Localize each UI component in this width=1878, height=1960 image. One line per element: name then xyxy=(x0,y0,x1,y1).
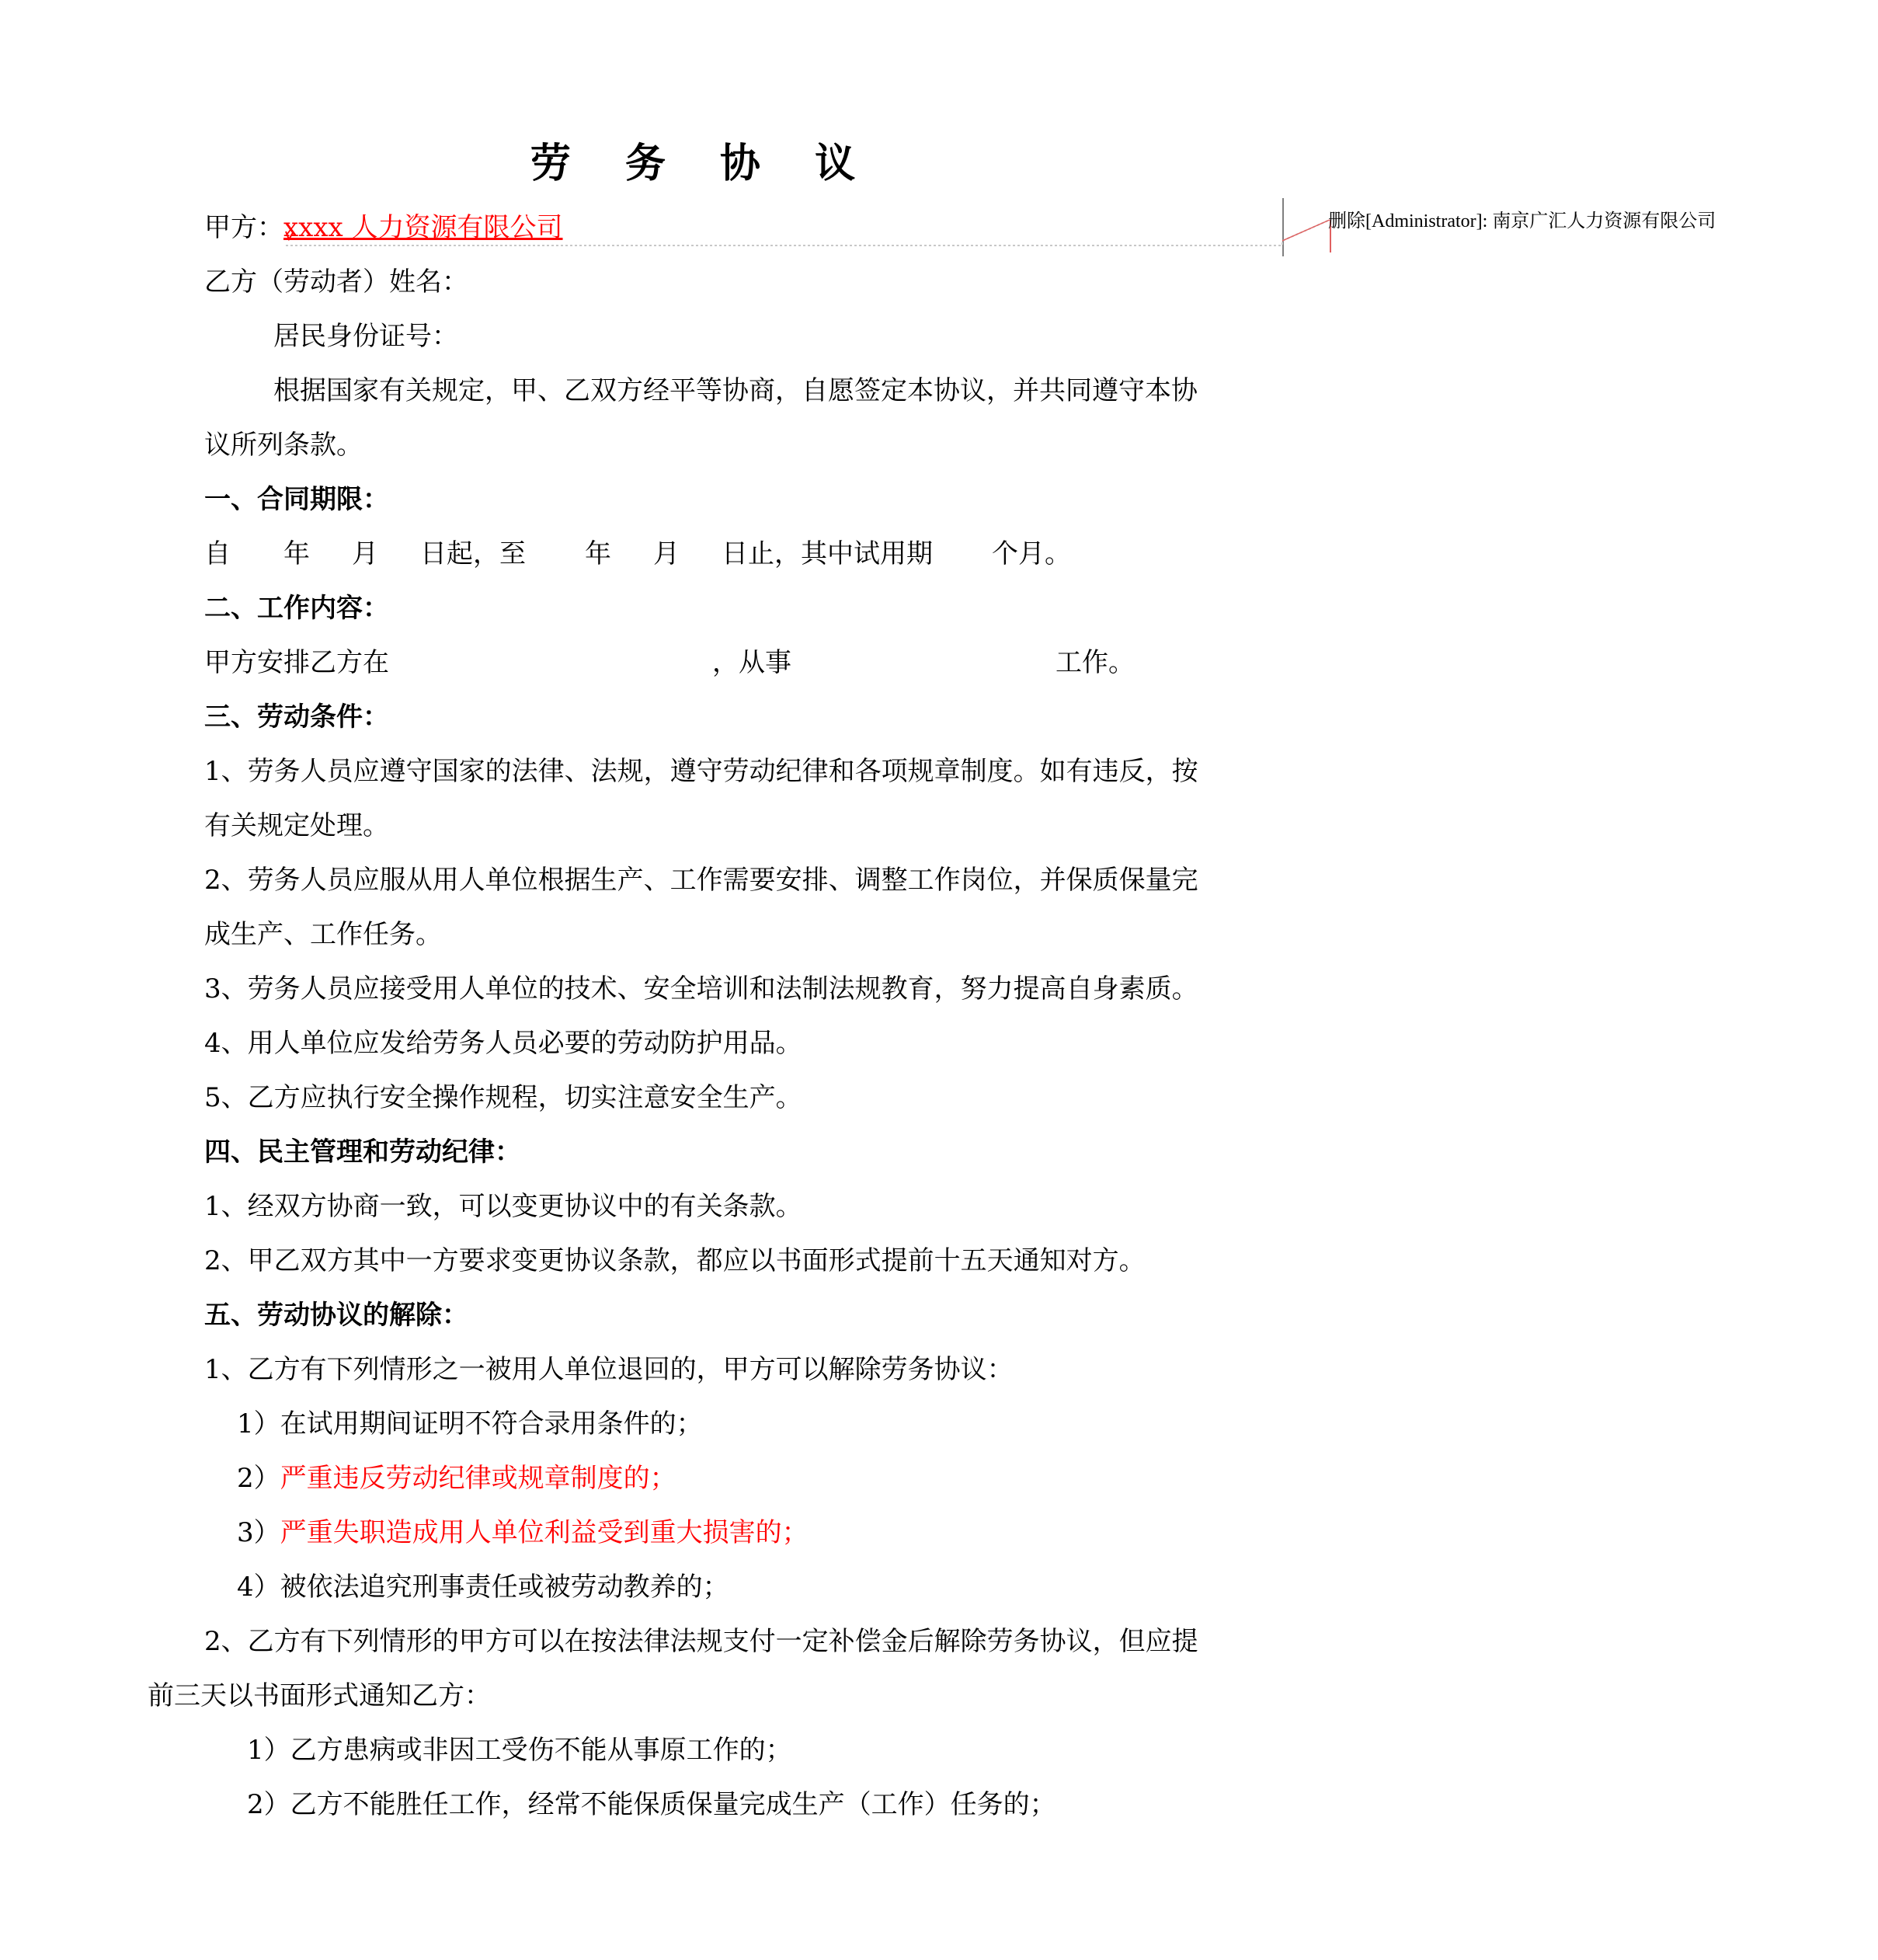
period-text: 个月。 xyxy=(992,538,1071,569)
work-text: 工作。 xyxy=(1056,647,1135,678)
section-3-heading: 三、劳动条件： xyxy=(204,701,389,733)
section-2-heading: 二、工作内容： xyxy=(204,593,389,624)
contract-period-line xyxy=(204,536,1071,572)
section-5-heading: 五、劳动协议的解除： xyxy=(204,1300,468,1331)
period-text: 年 xyxy=(283,538,310,569)
clause-3-2-line-1: 2、劳务人员应服从用人单位根据生产、工作需要安排、调整工作岗位，并保质保量完 xyxy=(204,865,1198,896)
party-b-name-line: 乙方（劳动者）姓名： xyxy=(204,266,468,298)
comment-label: 删除[Administrator]: xyxy=(1328,211,1493,232)
clause-5-1-item-2 xyxy=(237,1460,676,1496)
work-text: 甲方安排乙方在 xyxy=(204,647,389,678)
revised-text[interactable]: 严重违反劳动纪律或规章制度的； xyxy=(280,1463,676,1494)
period-text: 日止，其中试用期 xyxy=(722,538,933,569)
clause-3-5: 5、乙方应执行安全操作规程，切实注意安全生产。 xyxy=(204,1082,802,1113)
revised-text[interactable]: 严重失职造成用人单位利益受到重大损害的； xyxy=(280,1517,809,1548)
section-1-heading: 一、合同期限： xyxy=(204,484,389,515)
period-text: 年 xyxy=(585,538,611,569)
clause-5-1: 1、乙方有下列情形之一被用人单位退回的，甲方可以解除劳务协议： xyxy=(204,1354,1014,1385)
clause-5-2-item-2: 2）乙方不能胜任工作，经常不能保质保量完成生产（工作）任务的； xyxy=(247,1789,1056,1820)
clause-5-2-line-2: 前三天以书面形式通知乙方： xyxy=(148,1680,491,1711)
item-number: 2） xyxy=(237,1463,280,1494)
clause-4-1: 1、经双方协商一致，可以变更协议中的有关条款。 xyxy=(204,1191,802,1222)
clause-5-2-line-1: 2、乙方有下列情形的甲方可以在按法律法规支付一定补偿金后解除劳务协议，但应提 xyxy=(204,1626,1198,1657)
period-text: 月 xyxy=(653,538,680,569)
clause-5-1-item-1: 1）在试用期间证明不符合录用条件的； xyxy=(237,1408,703,1440)
work-text: ，从事 xyxy=(712,647,791,678)
intro-paragraph-line-2: 议所列条款。 xyxy=(204,430,363,461)
period-text: 月 xyxy=(352,538,378,569)
party-a-line xyxy=(204,210,563,245)
clause-4-2: 2、甲乙双方其中一方要求变更协议条款，都应以书面形式提前十五天通知对方。 xyxy=(204,1245,1146,1276)
clause-5-2-item-1: 1）乙方患病或非因工受伤不能从事原工作的； xyxy=(247,1735,792,1766)
period-text: 日起，至 xyxy=(420,538,526,569)
clause-3-3: 3、劳务人员应接受用人单位的技术、安全培训和法制法规教育，努力提高自身素质。 xyxy=(204,973,1198,1004)
clause-3-1-line-2: 有关规定处理。 xyxy=(204,810,389,841)
clause-3-4: 4、用人单位应发给劳务人员必要的劳动防护用品。 xyxy=(204,1028,802,1059)
work-content-line xyxy=(204,645,1135,681)
comment-text: 南京广汇人力资源有限公司 xyxy=(1492,211,1716,232)
clause-5-1-item-3 xyxy=(237,1515,809,1551)
clause-3-1-line-1: 1、劳务人员应遵守国家的法律、法规，遵守劳动纪律和各项规章制度。如有违反，按 xyxy=(204,756,1198,787)
deletion-comment[interactable] xyxy=(1328,208,1716,235)
document-title: 劳 务 协 议 xyxy=(530,140,876,187)
intro-paragraph-line-1: 根据国家有关规定，甲、乙双方经平等协商，自愿签定本协议，并共同遵守本协 xyxy=(273,375,1198,406)
id-number-line: 居民身份证号： xyxy=(273,321,458,352)
item-number: 3） xyxy=(237,1517,280,1548)
clause-5-1-item-4: 4）被依法追究刑事责任或被劳动教养的； xyxy=(237,1572,729,1603)
clause-3-2-line-2: 成生产、工作任务。 xyxy=(204,919,442,950)
period-text: 自 xyxy=(204,538,231,569)
section-4-heading: 四、民主管理和劳动纪律： xyxy=(204,1137,521,1168)
party-a-label: 甲方： xyxy=(204,212,283,243)
party-a-inserted-text[interactable]: xxxx 人力资源有限公司 xyxy=(283,212,563,243)
